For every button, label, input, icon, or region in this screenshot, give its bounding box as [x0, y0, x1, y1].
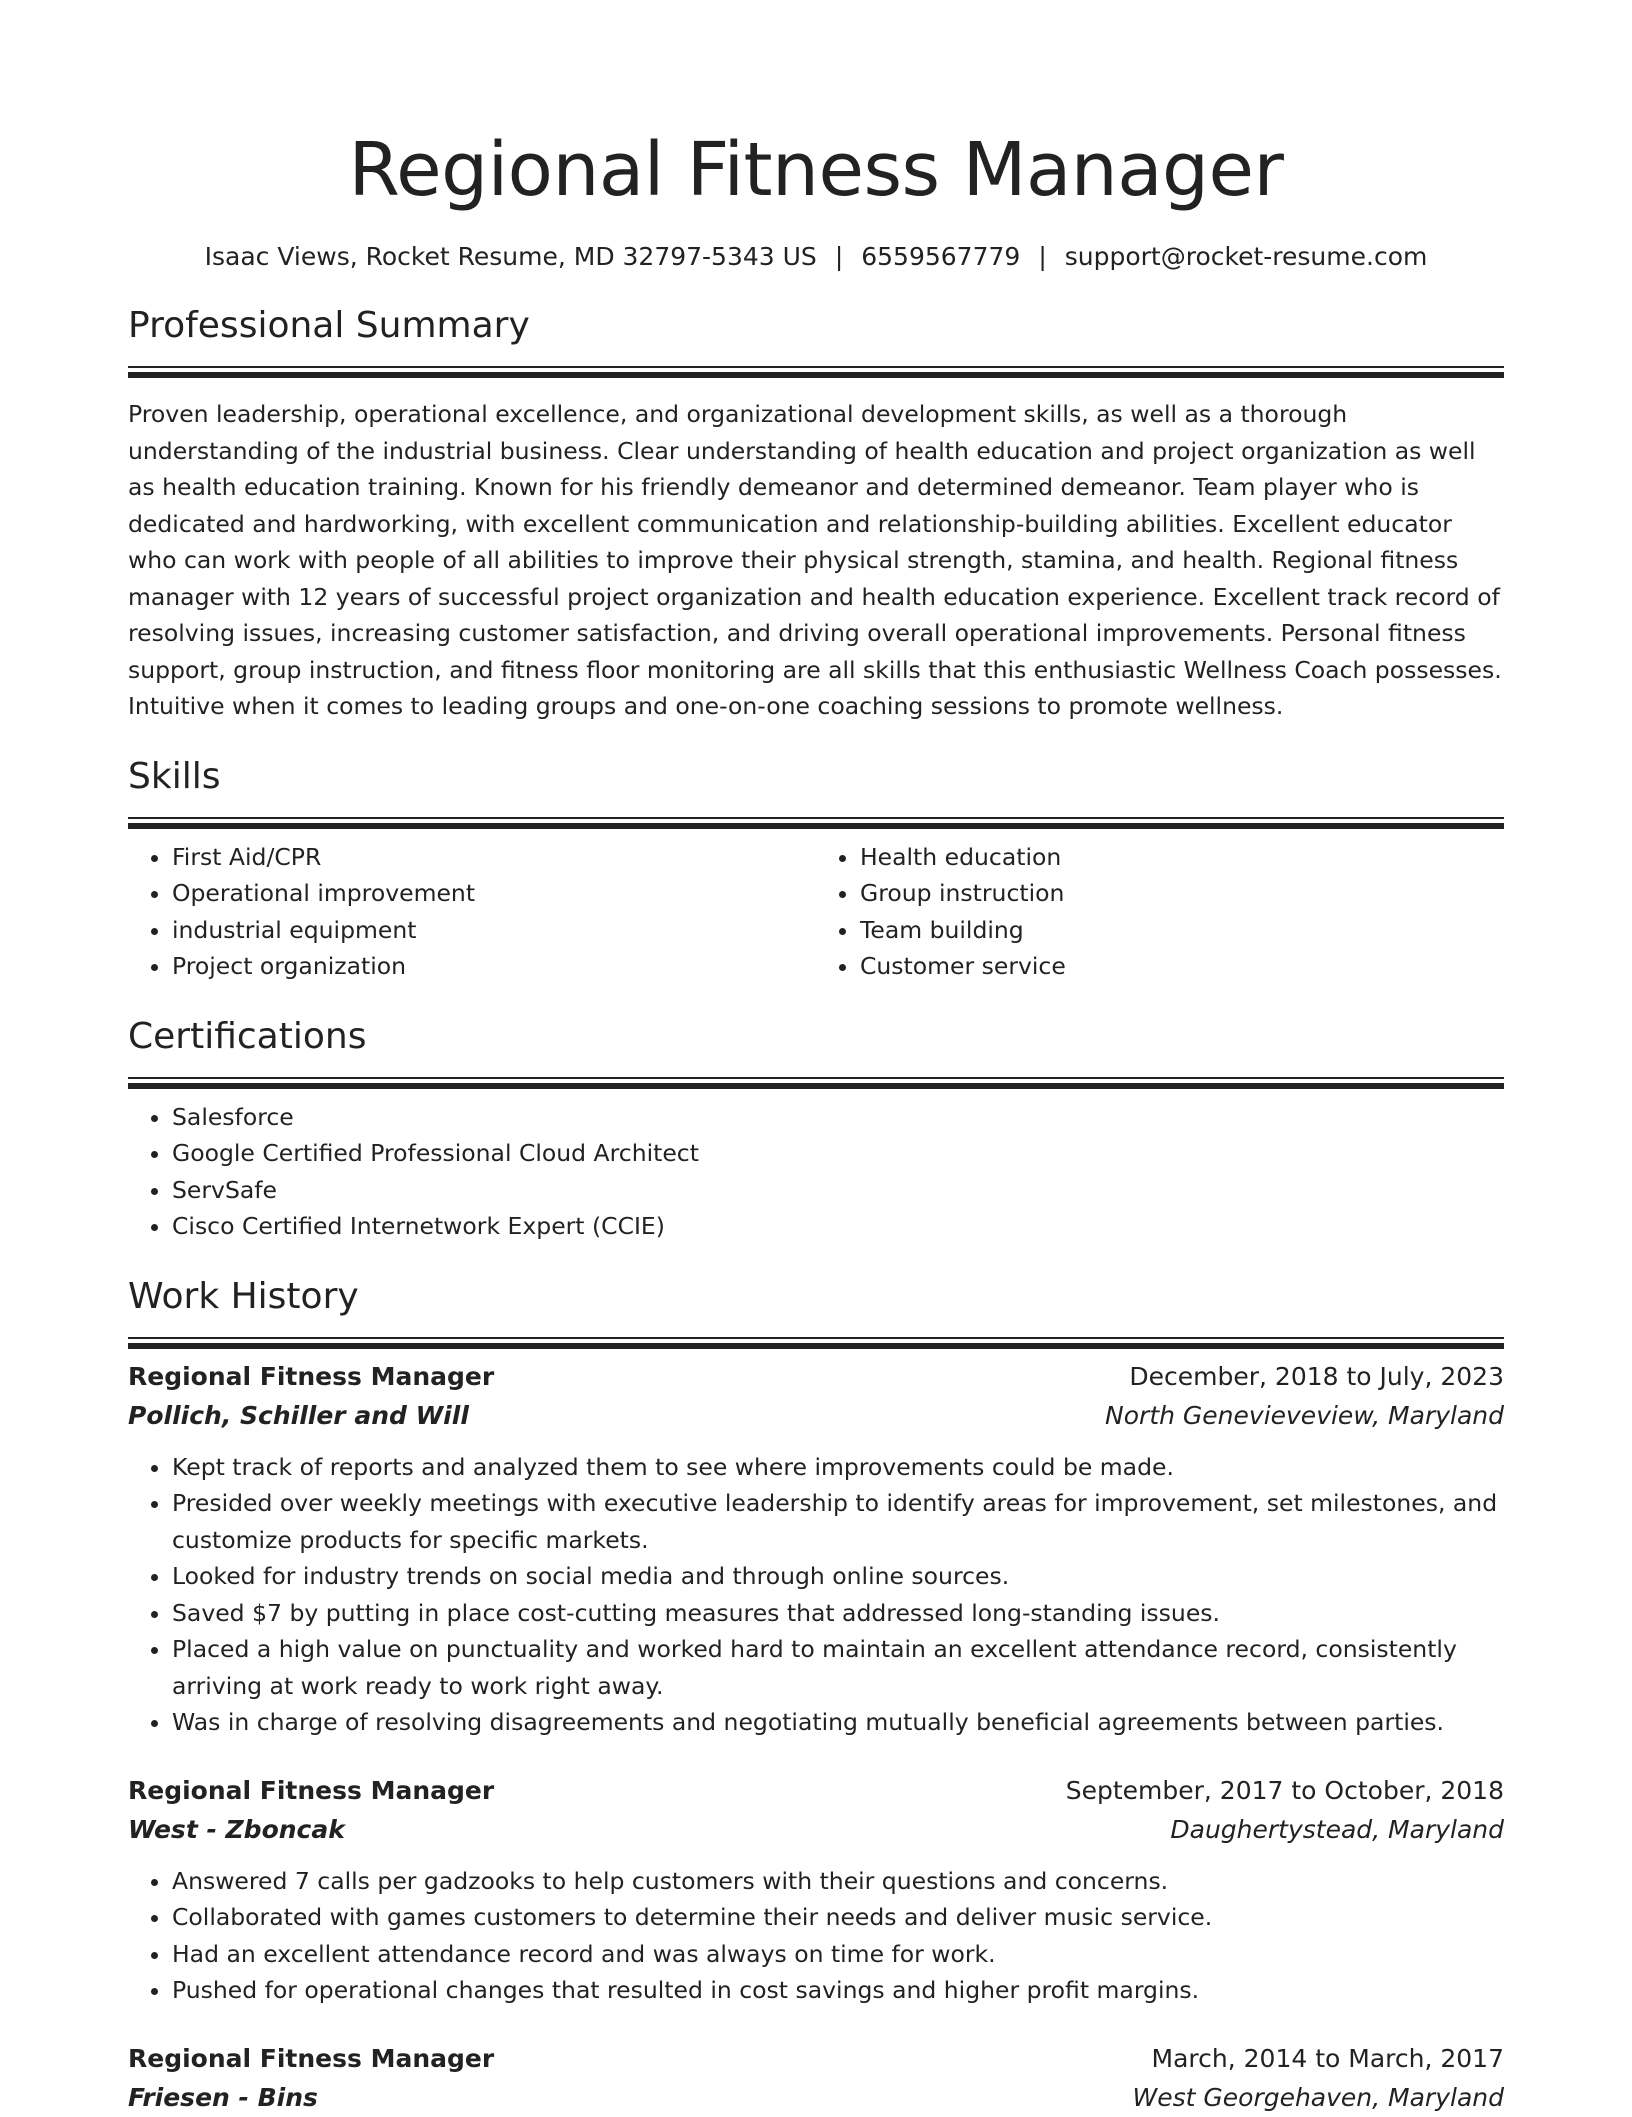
job-dates: December, 2018 to July, 2023: [1129, 1361, 1504, 1391]
summary-text: Proven leadership, operational excellence, and organizational development skills, as well as a thorough understanding of the industrial business. Clear understanding of health education and project organization as well as health education training. Known for his friendly demeanor and determined demeanor. Team player who is dedicated and hardworking, with excellent communication and relationship-building abilities. Excellent educator who can work with people of all abilities to improve their physical strength, stamina, and health. Regional fitness manager with 12 years of successful project organization and health education experience. Excellent track record of resolving issues, increasing customer satisfaction, and driving overall operational improvements. Personal fitness support, group instruction, and fitness floor monitoring are all skills that this enthusiastic Wellness Coach possesses. Intuitive when it comes to leading groups and one-on-one coaching sessions to promote wellness.: [128, 400, 1502, 720]
job-dates: March, 2014 to March, 2017: [1151, 2043, 1504, 2073]
work-history-section: [128, 1273, 1504, 2117]
job-entry: [128, 2039, 1504, 2117]
contact-separator: |: [834, 242, 844, 271]
section-divider: [128, 1337, 1504, 1339]
contact-address: Isaac Views, Rocket Resume, MD 32797-5343 US: [204, 242, 817, 271]
job-duty: • Pushed for operational changes that resulted in cost savings and higher profit margins.: [172, 1972, 1504, 2009]
job-duty: • Presided over weekly meetings with executive leadership to identify areas for improvement, set milestones, and customize products for specific markets.: [172, 1485, 1504, 1558]
job-location: Daughertystead, Maryland: [1170, 1814, 1504, 1844]
job-location: West Georgehaven, Maryland: [1132, 2082, 1504, 2112]
skill-item: • industrial equipment: [172, 912, 816, 949]
job-title: Regional Fitness Manager: [128, 1775, 495, 1805]
job-subheader: [128, 1811, 1504, 1849]
skill-item: • Project organization: [172, 948, 816, 985]
job-company: West - Zboncak: [128, 1814, 345, 1844]
job-duty: • Answered 7 calls per gadzooks to help customers with their questions and concerns.: [172, 1863, 1504, 1900]
certification-item: • Google Certified Professional Cloud Architect: [172, 1135, 1504, 1172]
contact-line: [128, 242, 1504, 272]
job-duty: • Kept track of reports and analyzed them to see where improvements could be made.: [172, 1449, 1504, 1486]
job-header: [128, 1357, 1504, 1397]
job-duty: • Looked for industry trends on social media and through online sources.: [172, 1558, 1504, 1595]
summary-heading: Professional Summary: [128, 305, 530, 346]
job-location: North Genevieveview, Maryland: [1105, 1400, 1504, 1430]
work-history-heading: Work History: [128, 1275, 359, 1317]
contact-email: support@rocket-resume.com: [1064, 242, 1428, 271]
job-duties-list: [128, 1449, 1504, 1741]
skill-item: • Group instruction: [860, 875, 1504, 912]
skills-heading: Skills: [128, 755, 221, 797]
job-dates: September, 2017 to October, 2018: [1065, 1775, 1504, 1805]
section-divider: [128, 1077, 1504, 1079]
skill-item: • Operational improvement: [172, 875, 816, 912]
skills-left-list: [128, 839, 816, 985]
job-duties-list: [128, 1863, 1504, 2009]
certifications-section: [128, 1013, 1504, 1245]
contact-separator: |: [1038, 242, 1047, 271]
job-title: Regional Fitness Manager: [128, 2043, 495, 2073]
skill-item: • Health education: [860, 839, 1504, 876]
job-entry: [128, 1357, 1504, 1741]
job-header: [128, 1771, 1504, 1811]
skills-section: [128, 753, 1504, 985]
job-company: Pollich, Schiller and Will: [128, 1400, 469, 1430]
job-duty: • Had an excellent attendance record and was always on time for work.: [172, 1936, 1504, 1973]
skill-item: • First Aid/CPR: [172, 839, 816, 876]
job-duty: • Collaborated with games customers to determine their needs and deliver music service.: [172, 1899, 1504, 1936]
job-duty: • Placed a high value on punctuality and worked hard to maintain an excellent attendance record, consistently arriving at work ready to work right away.: [172, 1631, 1504, 1704]
certification-item: • Salesforce: [172, 1099, 1504, 1136]
resume-title: Regional Fitness Manager: [348, 127, 1284, 213]
contact-phone: 6559567779: [861, 242, 1021, 271]
certification-item: • ServSafe: [172, 1172, 1504, 1209]
job-header: [128, 2039, 1504, 2079]
job-title: Regional Fitness Manager: [128, 1361, 495, 1391]
job-entry: [128, 1771, 1504, 2009]
section-divider: [128, 817, 1504, 819]
summary-section: [128, 302, 1504, 725]
certifications-heading: Certifications: [128, 1015, 367, 1057]
skills-grid: [128, 839, 1504, 985]
skill-item: • Customer service: [860, 948, 1504, 985]
skill-item: • Team building: [860, 912, 1504, 949]
job-duty: • Was in charge of resolving disagreements and negotiating mutually beneficial agreements between parties.: [172, 1704, 1504, 1741]
job-company: Friesen - Bins: [128, 2082, 318, 2112]
job-subheader: [128, 2079, 1504, 2117]
skills-right-list: [816, 839, 1504, 985]
certification-item: • Cisco Certified Internetwork Expert (CCIE): [172, 1208, 1504, 1245]
resume-page: [128, 0, 1504, 2117]
job-duty: • Saved $7 by putting in place cost-cutting measures that addressed long-standing issues.: [172, 1595, 1504, 1632]
job-subheader: [128, 1397, 1504, 1435]
certifications-list: [128, 1099, 1504, 1245]
section-divider: [128, 366, 1504, 368]
